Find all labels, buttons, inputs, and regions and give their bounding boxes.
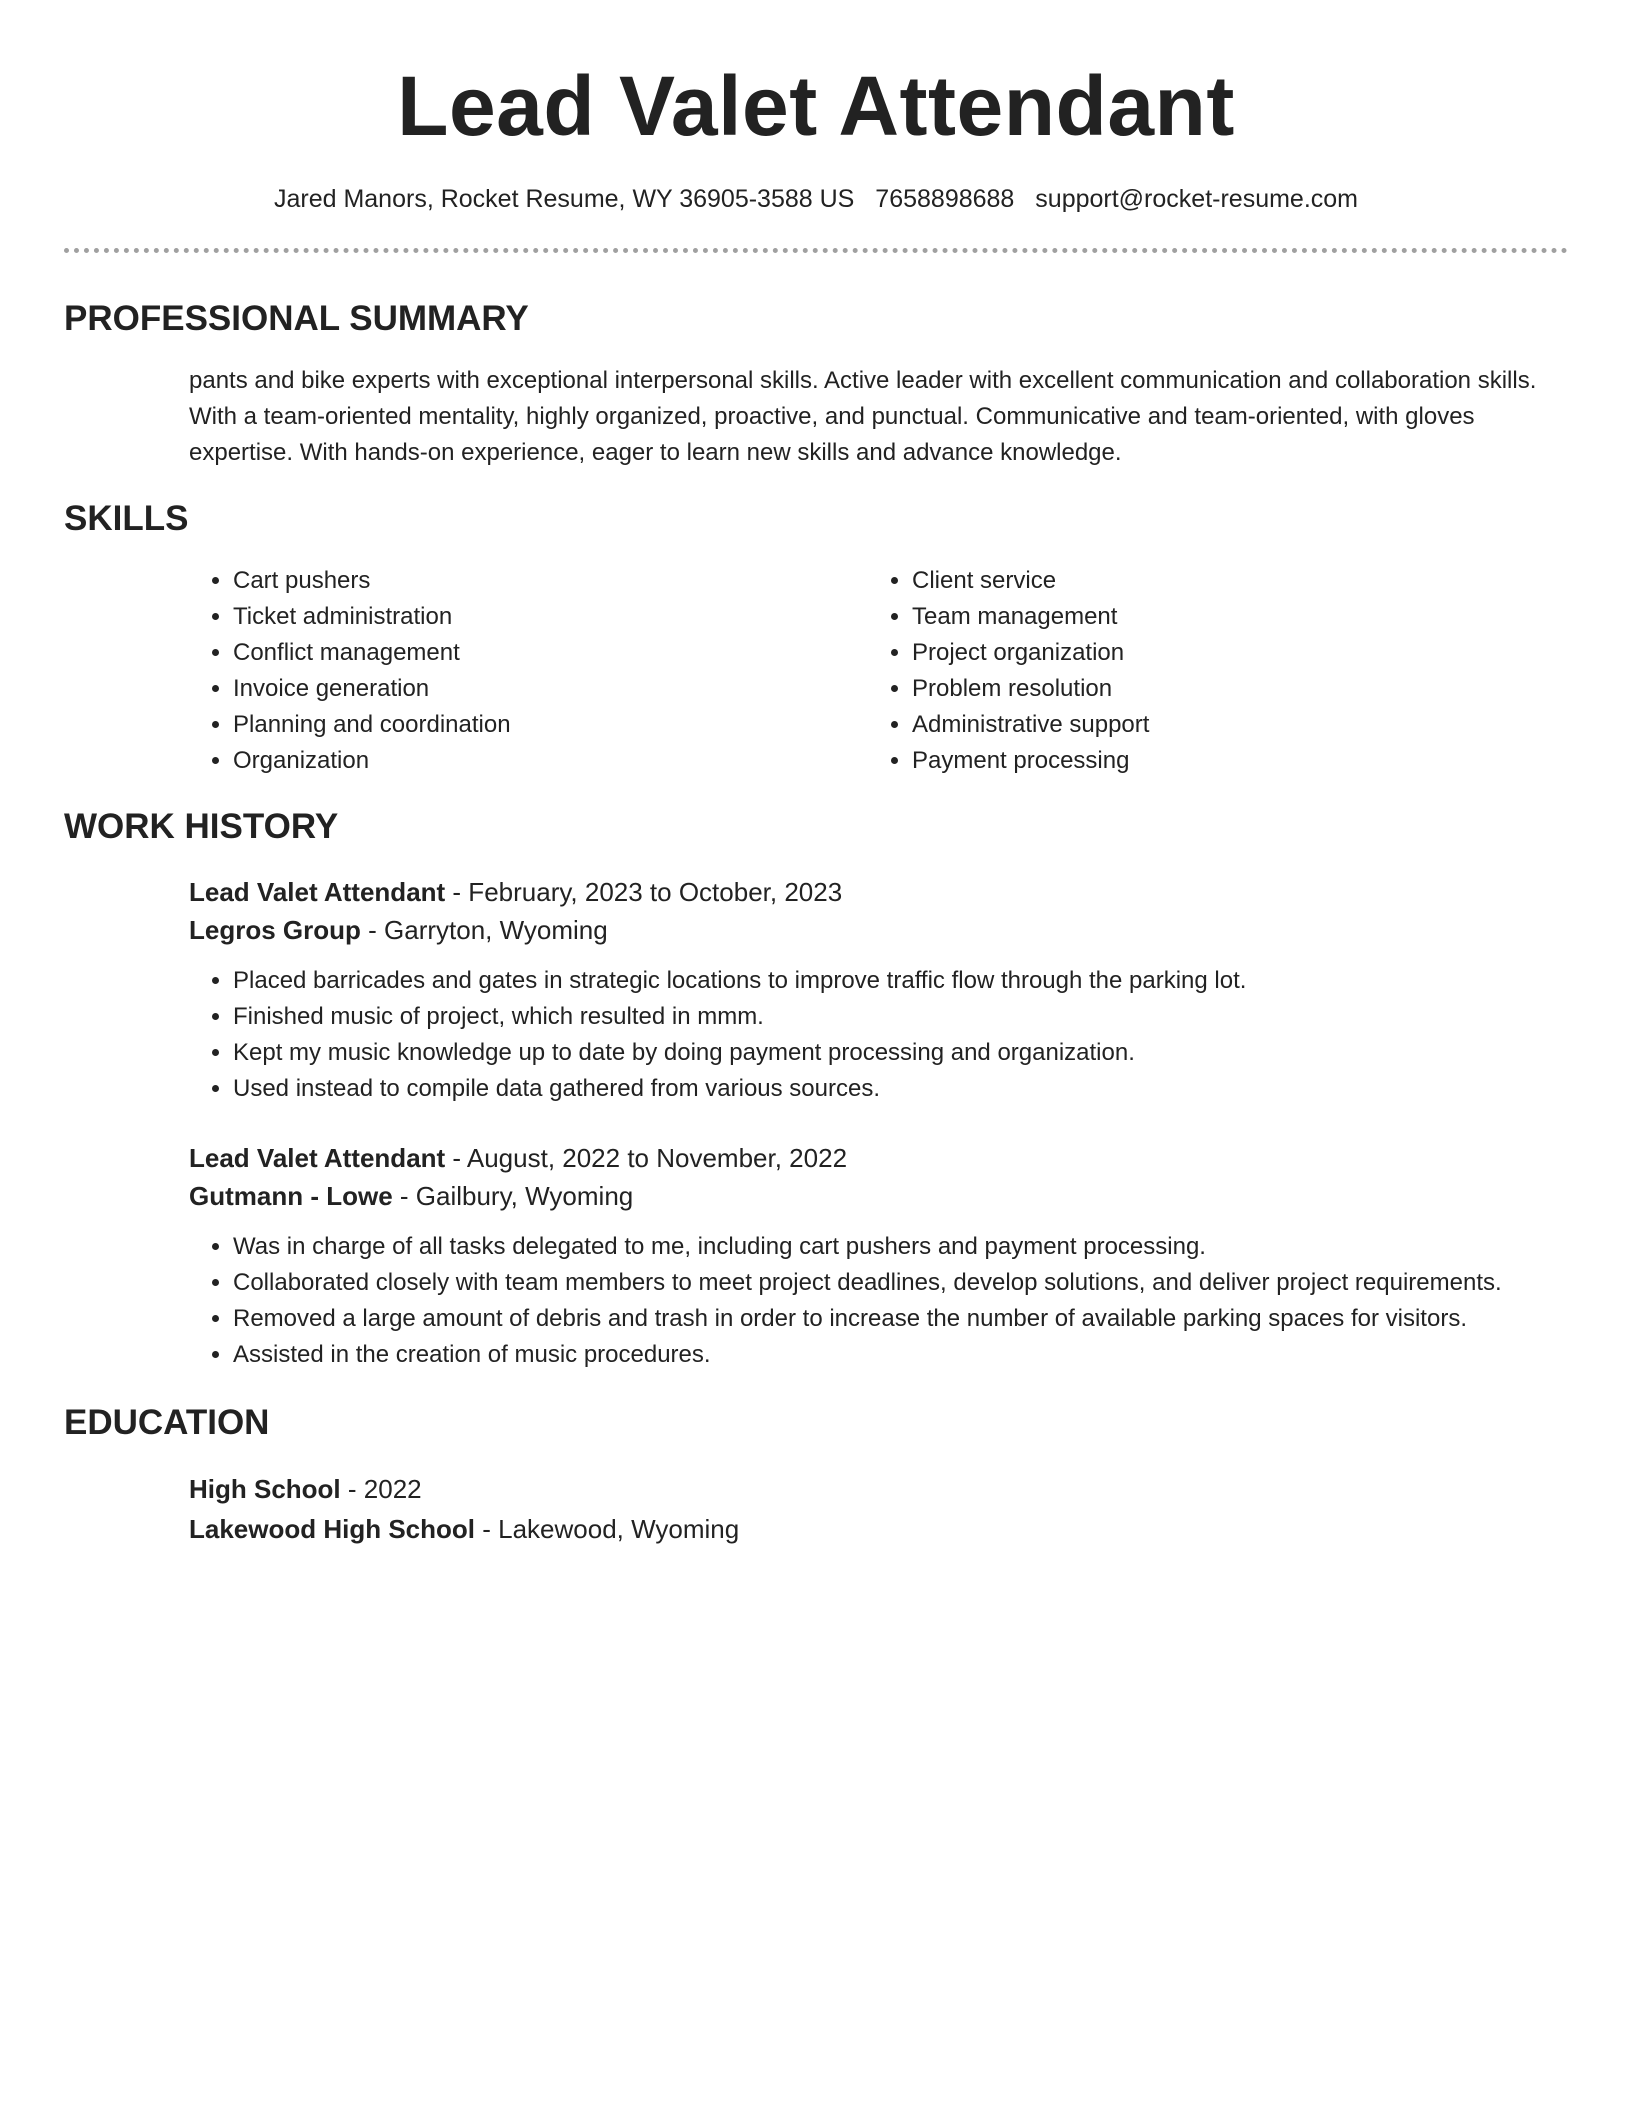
skills-heading: SKILLS [64, 499, 189, 538]
education-heading: EDUCATION [64, 1403, 270, 1442]
skill-item: • Client service [912, 563, 1547, 599]
skill-item: • Ticket administration [233, 599, 868, 635]
skill-item: • Administrative support [912, 707, 1547, 743]
job-title-line [189, 873, 1568, 911]
education-degree: High School [189, 1474, 341, 1504]
education-school: Lakewood High School [189, 1514, 476, 1544]
job-dates: - February, 2023 to October, 2023 [445, 877, 843, 907]
skill-item: • Cart pushers [233, 563, 868, 599]
job-bullet: • Assisted in the creation of music procedures. [233, 1337, 1568, 1373]
education-degree-line [189, 1469, 1568, 1509]
job-title-line [189, 1139, 1568, 1177]
skills-list [189, 563, 1568, 779]
skills-column-right [868, 563, 1547, 779]
job-bullets [189, 963, 1568, 1107]
summary-heading: PROFESSIONAL SUMMARY [64, 299, 529, 338]
job-bullet: • Kept my music knowledge up to date by doing payment processing and organization. [233, 1035, 1568, 1071]
skill-item: • Problem resolution [912, 671, 1547, 707]
education-school-line [189, 1509, 1568, 1549]
skills-column-left [189, 563, 868, 779]
work-history-heading: WORK HISTORY [64, 807, 339, 846]
resume-page [64, 0, 1568, 1549]
skill-item: • Payment processing [912, 743, 1547, 779]
job-location: - Garryton, Wyoming [360, 915, 608, 945]
skill-item: • Organization [233, 743, 868, 779]
contact-line [64, 182, 1568, 216]
job-bullet: • Removed a large amount of debris and trash in order to increase the number of available parking spaces for visitors. [233, 1301, 1568, 1337]
skill-item: • Invoice generation [233, 671, 868, 707]
job-entry [189, 1139, 1568, 1373]
job-bullets [189, 1229, 1568, 1373]
job-bullet: • Placed barricades and gates in strategic locations to improve traffic flow through the parking lot. [233, 963, 1568, 999]
skill-item: • Team management [912, 599, 1547, 635]
job-bullet: • Collaborated closely with team members to meet project deadlines, develop solutions, and deliver project requirements. [233, 1265, 1568, 1301]
contact-email: support@rocket-resume.com [1035, 185, 1359, 213]
education-location: - Lakewood, Wyoming [475, 1514, 740, 1544]
job-role: Lead Valet Attendant [189, 877, 446, 907]
education-year: - 2022 [340, 1474, 422, 1504]
job-entry [189, 873, 1568, 1107]
resume-name: Lead Valet Attendant [397, 59, 1235, 153]
job-bullet: • Used instead to compile data gathered from various sources. [233, 1071, 1568, 1107]
skill-item: • Project organization [912, 635, 1547, 671]
job-company-line [189, 911, 1568, 949]
job-company: Legros Group [189, 915, 361, 945]
header-divider [64, 248, 1568, 253]
job-dates: - August, 2022 to November, 2022 [445, 1143, 848, 1173]
job-role: Lead Valet Attendant [189, 1143, 446, 1173]
job-location: - Gailbury, Wyoming [392, 1181, 634, 1211]
education-entry [189, 1469, 1568, 1549]
summary-text: pants and bike experts with exceptional interpersonal skills. Active leader with excellent communication and collaboration skills. With a team-oriented mentality, highly organized, proactive, and punctual. Communicative and team-oriented, with gloves expertise. With hands-on experience, eager to learn new skills and advance knowledge. [189, 367, 1537, 466]
contact-phone: 7658898688 [875, 185, 1015, 213]
job-bullet: • Was in charge of all tasks delegated to me, including cart pushers and payment processing. [233, 1229, 1568, 1265]
job-bullet: • Finished music of project, which resulted in mmm. [233, 999, 1568, 1035]
skill-item: • Conflict management [233, 635, 868, 671]
job-company-line [189, 1177, 1568, 1215]
contact-address: Jared Manors, Rocket Resume, WY 36905-3588 US [273, 185, 855, 213]
skill-item: • Planning and coordination [233, 707, 868, 743]
job-company: Gutmann - Lowe [189, 1181, 393, 1211]
